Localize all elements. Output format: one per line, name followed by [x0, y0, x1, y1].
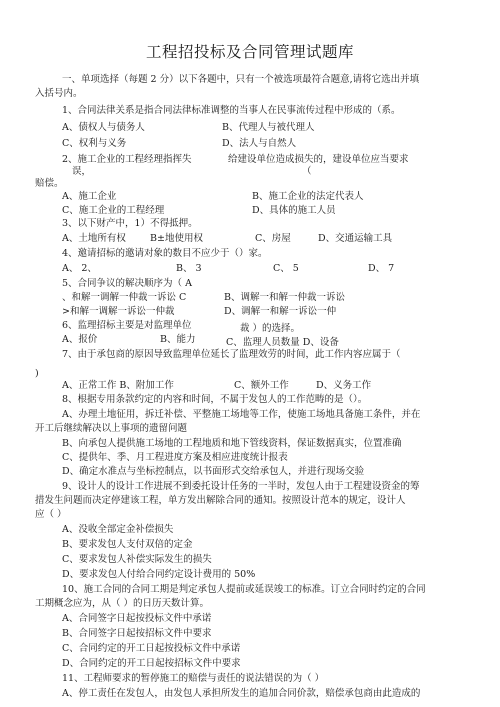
- instruction-line: 入括号内。: [35, 88, 83, 99]
- q4-option-b: B、 3: [176, 263, 202, 274]
- q3-option-a: A、土地所有权: [62, 233, 126, 244]
- q4-option-a: A、 2、: [62, 263, 97, 274]
- q7-option-c: C、额外工作: [234, 380, 289, 391]
- q10-option-b: B、合同签字日起按招标文件中要求: [62, 628, 212, 639]
- q8-option-a: A、办理土地征用，拆迁补偿、平整施工场地等工作，使施工场地具备施工条件，并在: [62, 409, 421, 420]
- q3-option-c: C、房屋: [255, 233, 291, 244]
- question-10-cont: 工期概念应为，从（ ）的日历天数计算。: [35, 598, 210, 609]
- question-6: 6、监理招标主要是对监理单位: [62, 320, 192, 331]
- question-2-bracket: （: [302, 166, 312, 177]
- q7-option-d: D、义务工作: [316, 380, 372, 391]
- question-9-cont: 措发生问题而决定停建该工程，单方发出解除合同的通知。按照设计范本的规定，设计人: [35, 495, 406, 506]
- q9-option-c: C、要求发包人补偿实际发生的损失: [62, 554, 212, 565]
- q2-option-b: B、施工企业的法定代表人: [252, 191, 364, 202]
- question-7: 7、由于承包商的原因导致监理单位延长了监理效劳的时间，此工作内容应属于（: [62, 349, 401, 360]
- question-11: 11、工程师要求的暂停施工的赔偿与责任的说法错误的为（ ）: [62, 673, 325, 684]
- question-7-cont: ): [35, 368, 39, 379]
- question-5: 5、合同争议的解决顺序为（ A: [62, 278, 192, 289]
- q2-option-c: C、施工企业的工程经理: [62, 205, 165, 216]
- q9-option-d: D、要求发包人付给合同约定设计费用的 50%: [62, 569, 256, 580]
- q1-option-a: A、债权人与债务人: [62, 122, 145, 133]
- q8-option-d: D、确定水准点与坐标控制点，以书面形式交给承包人，并进行现场交验: [62, 466, 365, 477]
- q1-option-d: D、法人与自然人: [222, 138, 297, 149]
- q5-option-c: >和解一调解一诉讼一仲裁: [62, 306, 175, 317]
- question-2-cont: 赔偿。: [35, 178, 64, 189]
- q6-option-a: A、报价: [62, 334, 98, 345]
- question-2: 2、施工企业的工程经理指挥失: [62, 154, 192, 165]
- question-1: 1、合同法律关系是指合同法律标准调整的当事人在民事流传过程中形成的（系。: [62, 105, 401, 116]
- question-9-cont: 应（ ）: [35, 509, 67, 520]
- q4-option-d: D、 7: [368, 263, 395, 274]
- q6-option-b: B、能力: [160, 334, 196, 345]
- q11-option-a: A、停工责任在发包人，由发包人承担所发生的追加合同价款，赔偿承包商由此造成的: [62, 688, 421, 699]
- q8-option-c: C、提供年、季、月工程进度方案及相应进度统计报表: [62, 452, 288, 463]
- q8-option-a-cont: 开工后继续解决以上事项的遗留问题: [35, 423, 188, 434]
- q8-option-b: B、向承包人提供施工场地的工程地质和地下管线资料，保证数据真实，位置准确: [62, 438, 402, 449]
- q6-option-c-d: C、监理人员数量 D、设备: [226, 337, 339, 348]
- q7-option-a-b: A、正常工作 B、附加工作: [62, 380, 174, 391]
- question-10: 10、施工合同的合同工期是判定承包人提前或延误竣工的标准。订立合同时约定的合同: [62, 584, 426, 595]
- q5-option-d: D、调解一和解一诉讼一仲: [224, 306, 337, 317]
- instruction-line: 一、单项选择（每题 2 分）以下各题中，只有一个被选项最符合题意,请将它选出并填: [62, 74, 420, 85]
- q5-option-b: B、调解一和解一仲裁一诉讼: [224, 292, 345, 303]
- q3-option-d: D、交通运输工具: [318, 233, 393, 244]
- question-9: 9、设计人的设计工作进展不到委托设计任务的一半时，发包人由于工程建设资金的筹: [62, 481, 420, 492]
- question-2-cont: 误，: [72, 166, 92, 177]
- q10-option-c: C、合同约定的开工日起按投标文件中承诺: [62, 643, 241, 654]
- q2-option-d: D、具体的施工人员: [252, 205, 336, 216]
- question-6-cont: 裁 ）的选择。: [240, 323, 301, 334]
- q10-option-a: A、合同签字日起按投标文件中承诺: [62, 613, 212, 624]
- q9-option-a: A、没收全部定金补偿损失: [62, 524, 174, 535]
- q2-option-a: A、施工企业: [62, 191, 117, 202]
- question-3: 3、以下财产中，1）不得抵押。: [62, 218, 198, 229]
- q1-option-b: B、代理人与被代理人: [222, 122, 315, 133]
- q1-option-c: C、权利与义务: [62, 138, 127, 149]
- question-4: 4、邀请招标的邀请对象的数目不应少于（）家。: [62, 248, 268, 259]
- q5-option-a: 、和解一调解一仲裁一诉讼 C: [62, 292, 187, 303]
- q4-option-c: C、 5: [273, 263, 299, 274]
- question-2-cont: 给建设单位造成损失的，建设单位应当要求: [228, 154, 409, 165]
- document-title: 工程招投标及合同管理试题库: [145, 43, 354, 61]
- q10-option-d: D、合同约定的开工日起按招标文件中要求: [62, 658, 241, 669]
- q3-option-b: B±地使用权: [150, 233, 203, 244]
- question-8: 8、根据专用条款约定的内容和时间，不属于发包人的工作范畴的是（）。: [62, 394, 368, 405]
- q9-option-b: B、要求发包人支付双倍的定金: [62, 539, 193, 550]
